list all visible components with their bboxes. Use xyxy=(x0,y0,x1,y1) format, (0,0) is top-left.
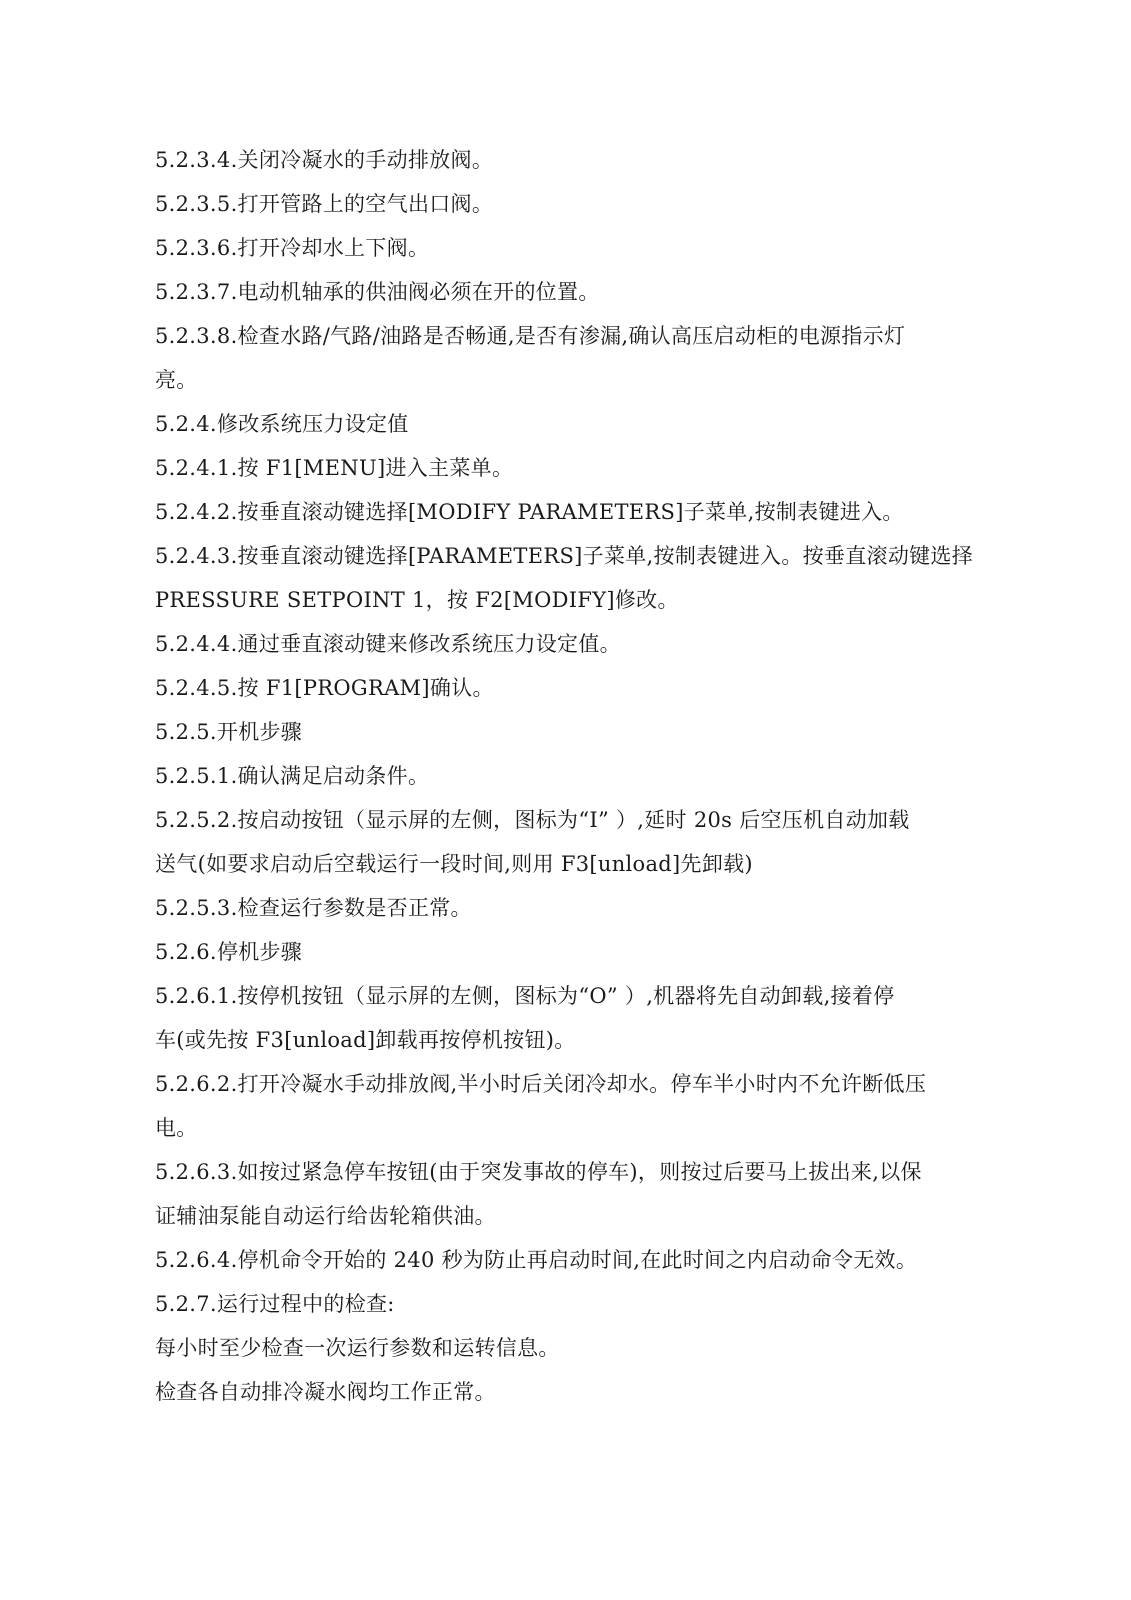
text-line: 5.2.3.5.打开管路上的空气出口阀。 xyxy=(155,192,494,216)
text-line: 5.2.6.2.打开冷凝水手动排放阀,半小时后关闭冷却水。停车半小时内不允许断低压 xyxy=(155,1072,927,1096)
text-line: 5.2.4.4.通过垂直滚动键来修改系统压力设定值。 xyxy=(155,632,621,656)
text-line: 5.2.3.6.打开冷却水上下阀。 xyxy=(155,236,430,260)
text-line: 5.2.3.4.关闭冷凝水的手动排放阀。 xyxy=(155,148,494,172)
text-line: 车(或先按 F3[unload]卸载再按停机按钮)。 xyxy=(155,1028,576,1052)
text-line: 5.2.5.1.确认满足启动条件。 xyxy=(155,764,430,788)
text-line: 5.2.5.3.检查运行参数是否正常。 xyxy=(155,896,472,920)
text-line: 5.2.4.3.按垂直滚动键选择[PARAMETERS]子菜单,按制表键进入。按垂直滚动键选择 xyxy=(155,544,974,568)
section-heading: 5.2.6.停机步骤 xyxy=(155,940,303,964)
text-line: 5.2.4.5.按 F1[PROGRAM]确认。 xyxy=(155,676,494,700)
text-line: 检查各自动排冷凝水阀均工作正常。 xyxy=(155,1380,496,1404)
section-heading: 5.2.4.修改系统压力设定值 xyxy=(155,412,409,436)
text-line: 5.2.4.1.按 F1[MENU]进入主菜单。 xyxy=(155,456,514,480)
text-line: 5.2.4.2.按垂直滚动键选择[MODIFY PARAMETERS]子菜单,按制表键进入。 xyxy=(155,500,904,524)
document-body xyxy=(155,138,985,1414)
text-line: 5.2.6.3.如按过紧急停车按钮(由于突发事故的停车)，则按过后要马上拔出来,以保 xyxy=(155,1160,922,1184)
text-line: 5.2.3.7.电动机轴承的供油阀必须在开的位置。 xyxy=(155,280,600,304)
text-line: 5.2.6.4.停机命令开始的 240 秒为防止再启动时间,在此时间之内启动命令无效。 xyxy=(155,1248,918,1272)
text-line: 5.2.5.2.按启动按钮（显示屏的左侧，图标为“I” ）,延时 20s 后空压机自动加载 xyxy=(155,808,910,832)
text-line: 5.2.3.8.检查水路/气路/油路是否畅通,是否有渗漏,确认高压启动柜的电源指示灯 xyxy=(155,324,906,348)
section-heading: 5.2.5.开机步骤 xyxy=(155,720,303,744)
text-line: 亮。 xyxy=(155,368,198,392)
text-line: 送气(如要求启动后空载运行一段时间,则用 F3[unload]先卸载) xyxy=(155,852,753,876)
text-line: PRESSURE SETPOINT 1，按 F2[MODIFY]修改。 xyxy=(155,588,679,612)
text-line: 每小时至少检查一次运行参数和运转信息。 xyxy=(155,1336,560,1360)
text-line: 电。 xyxy=(155,1116,198,1140)
section-heading: 5.2.7.运行过程中的检查: xyxy=(155,1292,395,1316)
text-line: 5.2.6.1.按停机按钮（显示屏的左侧，图标为“O” ）,机器将先自动卸载,接着停 xyxy=(155,984,895,1008)
text-line: 证辅油泵能自动运行给齿轮箱供油。 xyxy=(155,1204,496,1228)
